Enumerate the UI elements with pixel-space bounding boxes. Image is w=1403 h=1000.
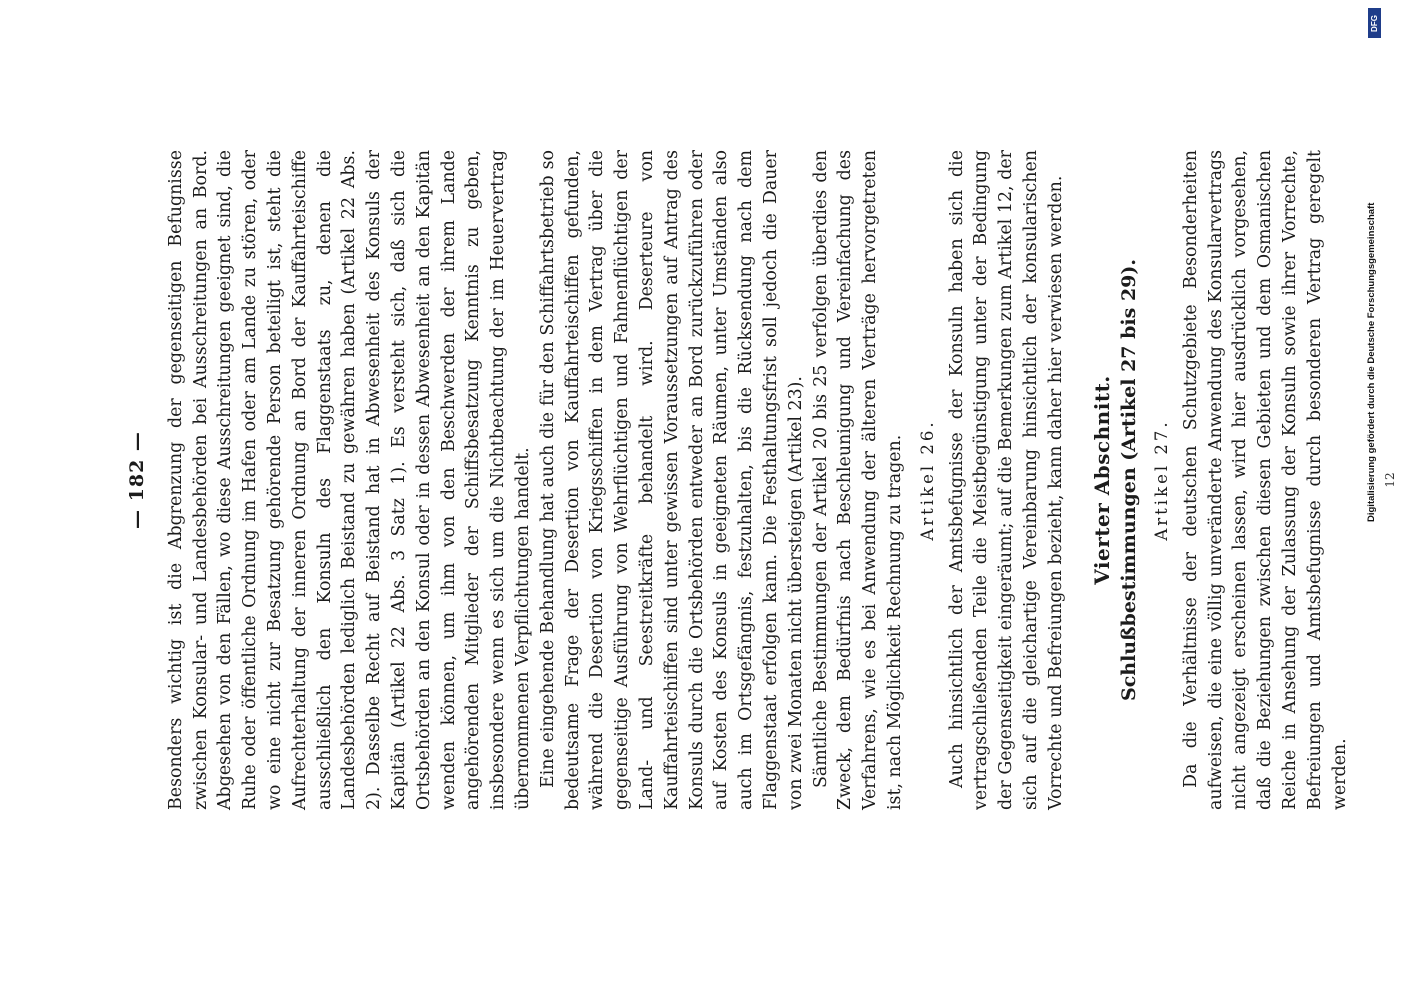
paragraph: Besonders wichtig ist die Abgrenzung der gegenseitigen Befugnisse zwischen Konsular- und Landesbehörden bei Ausschreitungen an Bord. Abgesehen von den Fällen, wo diese Ausschreitungen geeignet sind, die Ruhe oder öffentliche Ordnung im Hafen oder am Lande zu stören, oder wo eine nicht zur Besatzung gehörende Person beteiligt ist, steht die Aufrechterhaltung der inneren Ordnung an Bord der Kauffahrteischiffe ausschließlich den Konsuln des Flaggenstaats zu, denen die Landesbehörden lediglich Beistand zu gewähren haben (Artikel 22 Abs. 2). Dasselbe Recht auf Beistand hat in Abwesenheit des Konsuls der Kapitän (Artikel 22 Abs. 3 Satz 1). Es versteht sich, daß sich die Ortsbehörden an den Konsul oder in dessen Abwesenheit an den Kapitän wenden können, um ihm von den Beschwerden der ihrem Lande angehörenden Mitglieder der Schiffsbesatzung Kenntnis zu geben, insbesondere wenn es sich um die Nichtbeachtung der im Heuervertrag übernommenen Verpflichtungen handelt. [165, 150, 533, 810]
signature-mark: 12 [1383, 472, 1398, 488]
paragraph: Auch hinsichtlich der Amtsbefugnisse der Konsuln haben sich die vertragschließenden Teile die Meistbegünstigung unter der Bedingung der Gegenseitigkeit eingeräumt; auf die Bemerkungen zum Artikel 12, der sich auf die gleichartige Vereinbarung hinsichtlich der konsularischen Vorrechte und Befreiungen bezieht, kann daher hier verwiesen werden. [946, 150, 1066, 810]
section-title: Vierter Abschnitt. [1090, 375, 1115, 585]
article-heading: Artikel 26. [917, 419, 937, 541]
paragraph: Eine eingehende Behandlung hat auch die für den Schiffahrtsbetrieb so bedeutsame Frage der Desertion von Kauffahrteischiffen gefunden, während die Desertion von Kriegsschiffen in dem Vertrag über die gegenseitige Ausführung von Wehrflüchtigen und Fahnenflüchtigen der Land- und Seestreitkräfte behandelt wird. Deserteure von Kauffahrteischiffen sind unter gewissen Voraussetzungen auf Antrag des Konsuls durch die Ortsbehörden entweder an Bord zurückzuführen oder auf Kosten des Konsuls in geeigneten Räumen, unter Umständen also auch im Ortsgefängnis, festzuhalten, bis die Rücksendung nach dem Flaggenstaat erfolgen kann. Die Festhaltungsfrist soll jedoch die Dauer von zwei Monaten nicht übersteigen (Artikel 23). [537, 150, 806, 810]
paragraph: Da die Verhältnisse der deutschen Schutzgebiete Besonderheiten aufweisen, die eine völlig unveränderte Anwendung des Konsularvertrags nicht angezeigt erscheinen lassen, wird hier ausdrücklich vorgesehen, daß die Beziehungen zwischen diesen Gebieten und dem Osmanischen Reiche in Ansehung der Zulassung der Konsuln sowie ihrer Vorrechte, Befreiungen und Amtsbefugnisse durch besonderen Vertrag geregelt werden. [1180, 150, 1350, 810]
article-heading: Artikel 27. [1152, 419, 1172, 541]
funding-notice: Digitalisierung gefördert durch die Deutsche Forschungsgemeinschaft [1366, 202, 1377, 522]
page-number: — 182 — [126, 431, 148, 529]
dfg-logo: DFG [1368, 8, 1381, 38]
paragraph: Sämtliche Bestimmungen der Artikel 20 bis 25 verfolgen überdies den Zweck, dem Bedürfnis nach Beschleunigung und Vereinfachung des Verfahrens, wie es bei Anwendung der älteren Verträge hervorgetreten ist, nach Möglichkeit Rechnung zu tragen. [810, 150, 905, 810]
section-subtitle: Schlußbestimmungen (Artikel 27 bis 29). [1118, 259, 1141, 702]
